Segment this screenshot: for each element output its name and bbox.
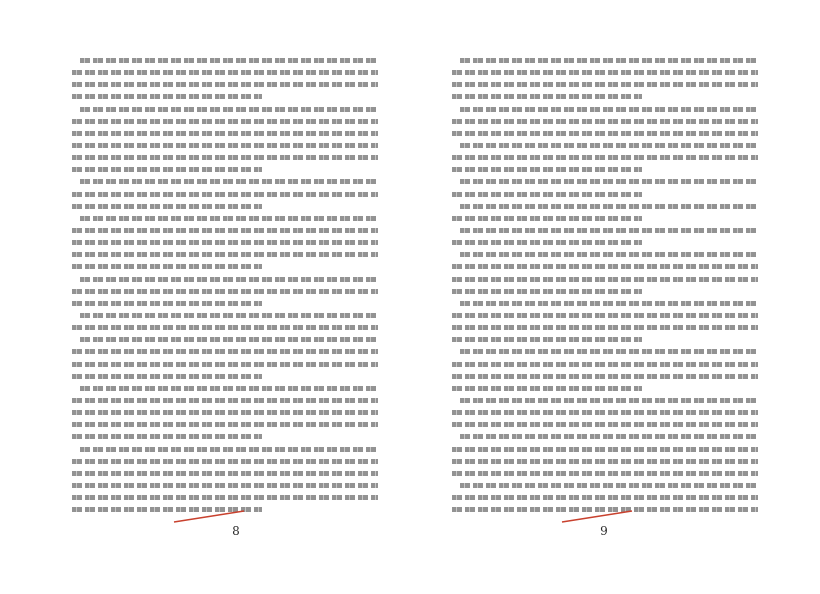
text-line: [72, 228, 378, 233]
text-line: [452, 119, 758, 124]
page-number-left: 8: [232, 524, 240, 538]
text-line: [452, 459, 758, 464]
text-line: [460, 107, 758, 112]
text-line: [452, 70, 758, 75]
text-line: [452, 216, 642, 221]
text-line: [452, 289, 642, 294]
text-line: [452, 155, 758, 160]
text-line: [460, 228, 758, 233]
text-line: [80, 337, 378, 342]
text-line: [460, 252, 758, 257]
text-line: [452, 374, 758, 379]
right-page-body: [452, 58, 758, 502]
page-number-right: 9: [600, 524, 608, 538]
text-line: [80, 313, 378, 318]
text-line: [80, 277, 378, 282]
text-line: [72, 94, 262, 99]
text-line: [460, 301, 758, 306]
text-line: [452, 94, 642, 99]
text-line: [72, 422, 378, 427]
folio-rule-right: [556, 506, 636, 526]
text-line: [460, 434, 758, 439]
text-line: [72, 471, 378, 476]
text-line: [72, 349, 378, 354]
text-line: [72, 495, 378, 500]
text-line: [80, 107, 378, 112]
text-line: [72, 143, 378, 148]
text-line: [452, 192, 642, 197]
text-line: [452, 410, 758, 415]
text-line: [72, 131, 378, 136]
folio-rule-left: [172, 506, 252, 526]
text-line: [72, 192, 378, 197]
text-line: [452, 337, 642, 342]
text-line: [452, 167, 642, 172]
text-line: [452, 422, 758, 427]
text-line: [72, 82, 378, 87]
text-line: [452, 386, 642, 391]
text-line: [72, 459, 378, 464]
text-line: [452, 471, 758, 476]
left-page-body: [72, 58, 378, 502]
text-line: [72, 301, 262, 306]
text-line: [72, 119, 378, 124]
text-line: [452, 325, 758, 330]
text-line: [452, 277, 758, 282]
text-line: [80, 447, 378, 452]
text-line: [460, 204, 758, 209]
text-line: [72, 398, 378, 403]
text-line: [452, 362, 758, 367]
text-line: [72, 374, 262, 379]
text-line: [452, 131, 758, 136]
text-line: [452, 495, 758, 500]
text-line: [452, 313, 758, 318]
text-line: [80, 179, 378, 184]
text-line: [460, 58, 758, 63]
text-line: [72, 434, 262, 439]
text-line: [460, 398, 758, 403]
text-line: [80, 58, 378, 63]
text-line: [72, 325, 378, 330]
text-line: [452, 82, 758, 87]
text-line: [72, 155, 378, 160]
text-line: [72, 483, 378, 488]
text-line: [72, 167, 262, 172]
text-line: [80, 216, 378, 221]
text-line: [72, 252, 378, 257]
text-line: [72, 204, 262, 209]
text-line: [72, 70, 378, 75]
text-line: [460, 179, 758, 184]
text-line: [452, 240, 642, 245]
text-line: [72, 289, 378, 294]
text-line: [80, 386, 378, 391]
text-line: [72, 410, 378, 415]
right-folio: [556, 506, 636, 546]
text-line: [452, 264, 758, 269]
left-folio: [172, 506, 252, 546]
text-line: [452, 447, 758, 452]
text-line: [72, 362, 378, 367]
text-line: [72, 264, 262, 269]
text-line: [460, 143, 758, 148]
text-line: [460, 483, 758, 488]
text-line: [72, 240, 378, 245]
text-line: [460, 349, 758, 354]
